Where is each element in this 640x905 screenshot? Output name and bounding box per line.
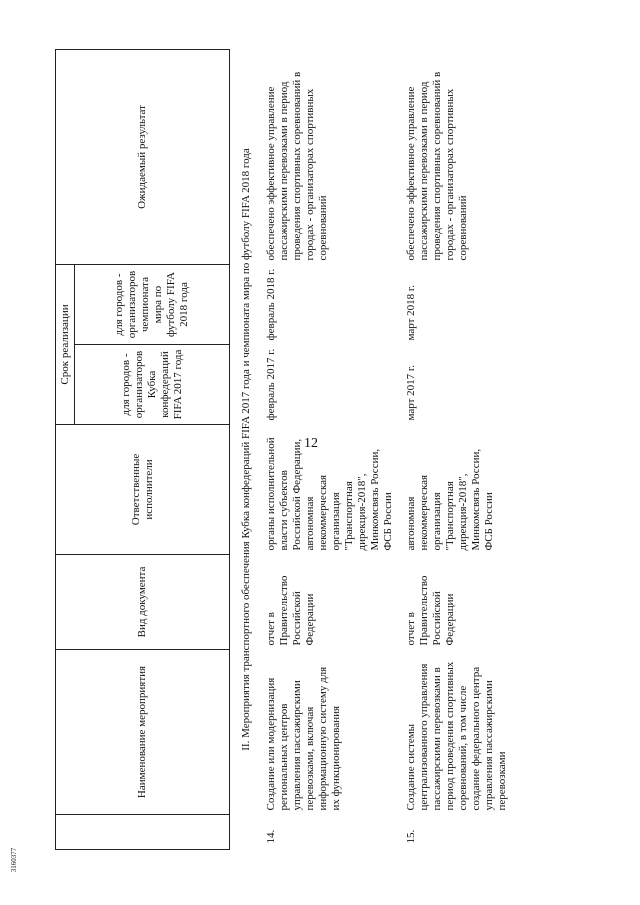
row-deadline-2017: февраль 2017 г.: [265, 348, 277, 421]
row-result: обеспечено эффективное управление пассажирскими перевозками в период проведения спортивных соревнований в городах - организаторах спортивных соревнований: [265, 71, 329, 261]
page-number: 12: [304, 436, 318, 451]
row-doc-type: отчет в Правительство Российской Федерации: [405, 575, 456, 646]
table-row: [399, 49, 513, 849]
row-executors: автономная некоммерческая организация "Транспортная дирекция-2018", Минкомсвязь России, ФСБ России: [405, 448, 495, 551]
section-row: [230, 49, 260, 849]
row-deadline-2018: март 2018 г.: [405, 285, 417, 341]
row-executors: органы исполнительной власти субъектов Российской Федерации, автономная некоммерческая организация "Транспортная дирекция-2018", Минкомсвязь России, ФСБ России: [265, 437, 394, 551]
header-deadline: Срок реализации: [56, 264, 75, 424]
header-deadline-2018: для городов - организаторов чемпионата мира по футболу FIFA 2018 года: [75, 264, 230, 344]
row-number: 14.: [265, 829, 277, 844]
document-code: 3160377: [10, 847, 18, 873]
row-doc-type: отчет в Правительство Российской Федерации: [265, 575, 316, 646]
header-executors: Ответственные исполнители: [56, 425, 230, 555]
row-number: 15.: [405, 829, 417, 844]
header-doc-type: Вид документа: [56, 555, 230, 650]
row-name: Создание системы централизованного управления пассажирскими перевозками в период проведения спортивных соревнований, в том числе создание федерального центра управления пассажирскими перевозками: [405, 661, 508, 811]
row-deadline-2018: февраль 2018 г.: [265, 268, 277, 341]
header-result: Ожидаемый результат: [56, 49, 230, 264]
section-title: II. Мероприятия транспортного обеспечения Кубка конфедераций FIFA 2017 года и чемпионата мира по футболу FIFA 2018 года: [240, 148, 252, 751]
header-deadline-2017: для городов - организаторов Кубка конфедераций FIFA 2017 года: [75, 345, 230, 425]
row-result: обеспечено эффективное управление пассажирскими перевозками в период проведения спортивных соревнований в городах - организаторах спортивных соревнований: [405, 71, 469, 261]
header-num: [56, 815, 230, 850]
header-name: Наименование мероприятия: [56, 650, 230, 815]
row-deadline-2017: март 2017 г.: [405, 365, 417, 421]
activities-table: [55, 49, 513, 850]
rotated-table-container: [55, 50, 595, 850]
table-row: [259, 49, 399, 849]
row-name: Создание или модернизация региональных центров управления пассажирскими перевозками, включая информационную систему для их функционирования: [265, 666, 342, 811]
